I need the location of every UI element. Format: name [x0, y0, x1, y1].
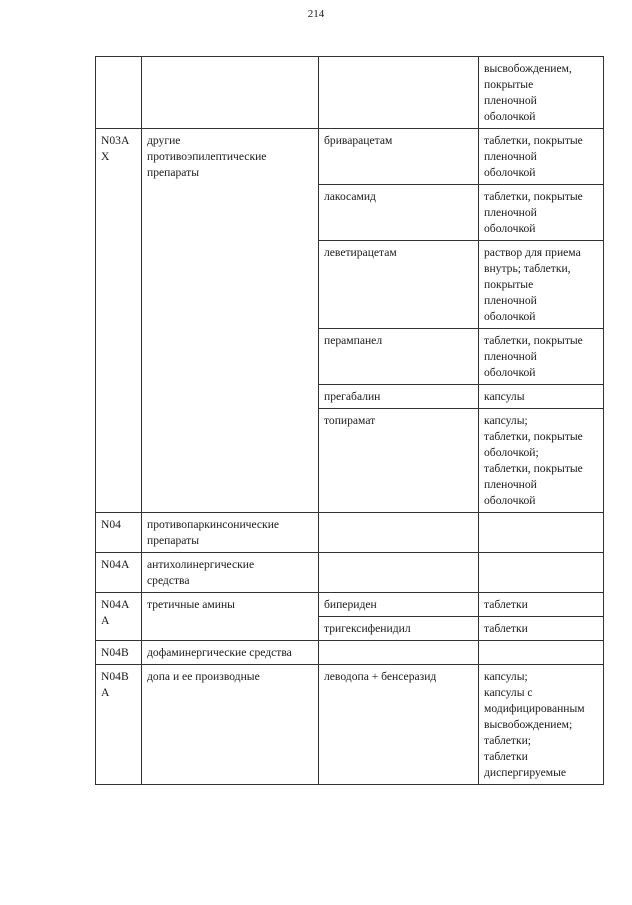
group-name-cell: допа и ее производные [142, 665, 319, 785]
dosage-form-cell [479, 513, 604, 553]
atc-code-cell: N04A A [96, 593, 142, 641]
drug-name-cell: леветирацетам [319, 241, 479, 329]
dosage-form-cell: таблетки, покрытые пленочной оболочкой [479, 329, 604, 385]
table-row [96, 665, 604, 785]
dosage-form-cell [479, 553, 604, 593]
dosage-form-cell: таблетки, покрытые пленочной оболочкой [479, 129, 604, 185]
drug-name-cell: бипериден [319, 593, 479, 617]
dosage-form-cell [479, 641, 604, 665]
atc-code-cell: N03A X [96, 129, 142, 513]
drug-name-cell: леводопа + бенсеразид [319, 665, 479, 785]
atc-code-cell: N04 [96, 513, 142, 553]
group-name-cell: другие противоэпилептические препараты [142, 129, 319, 513]
drug-table [95, 56, 604, 785]
page-number: 214 [307, 8, 325, 20]
table-row [96, 593, 604, 617]
group-name-cell: третичные амины [142, 593, 319, 641]
drug-name-cell: перампанел [319, 329, 479, 385]
atc-code-cell: N04A [96, 553, 142, 593]
atc-code-cell [96, 57, 142, 129]
dosage-form-cell: высвобождением, покрытые пленочной оболочкой [479, 57, 604, 129]
dosage-form-cell: таблетки [479, 617, 604, 641]
drug-name-cell: бриварацетам [319, 129, 479, 185]
table-row [96, 513, 604, 553]
dosage-form-cell: капсулы; таблетки, покрытые оболочкой; таблетки, покрытые пленочной оболочкой [479, 409, 604, 513]
drug-name-cell [319, 553, 479, 593]
group-name-cell: дофаминергические средства [142, 641, 319, 665]
atc-code-cell: N04B A [96, 665, 142, 785]
atc-code-cell: N04B [96, 641, 142, 665]
table-row [96, 553, 604, 593]
drug-name-cell [319, 57, 479, 129]
group-name-cell: антихолинергические средства [142, 553, 319, 593]
table-row [96, 641, 604, 665]
group-name-cell: противопаркинсонические препараты [142, 513, 319, 553]
drug-name-cell [319, 641, 479, 665]
dosage-form-cell: капсулы; капсулы с модифицированным высвобождением; таблетки; таблетки диспергируемые [479, 665, 604, 785]
dosage-form-cell: капсулы [479, 385, 604, 409]
drug-name-cell: тригексифенидил [319, 617, 479, 641]
drug-name-cell: прегабалин [319, 385, 479, 409]
dosage-form-cell: таблетки, покрытые пленочной оболочкой [479, 185, 604, 241]
dosage-form-cell: раствор для приема внутрь; таблетки, покрытые пленочной оболочкой [479, 241, 604, 329]
table-row [96, 129, 604, 185]
drug-name-cell: лакосамид [319, 185, 479, 241]
dosage-form-cell: таблетки [479, 593, 604, 617]
group-name-cell [142, 57, 319, 129]
drug-name-cell: топирамат [319, 409, 479, 513]
table-row [96, 57, 604, 129]
drug-name-cell [319, 513, 479, 553]
